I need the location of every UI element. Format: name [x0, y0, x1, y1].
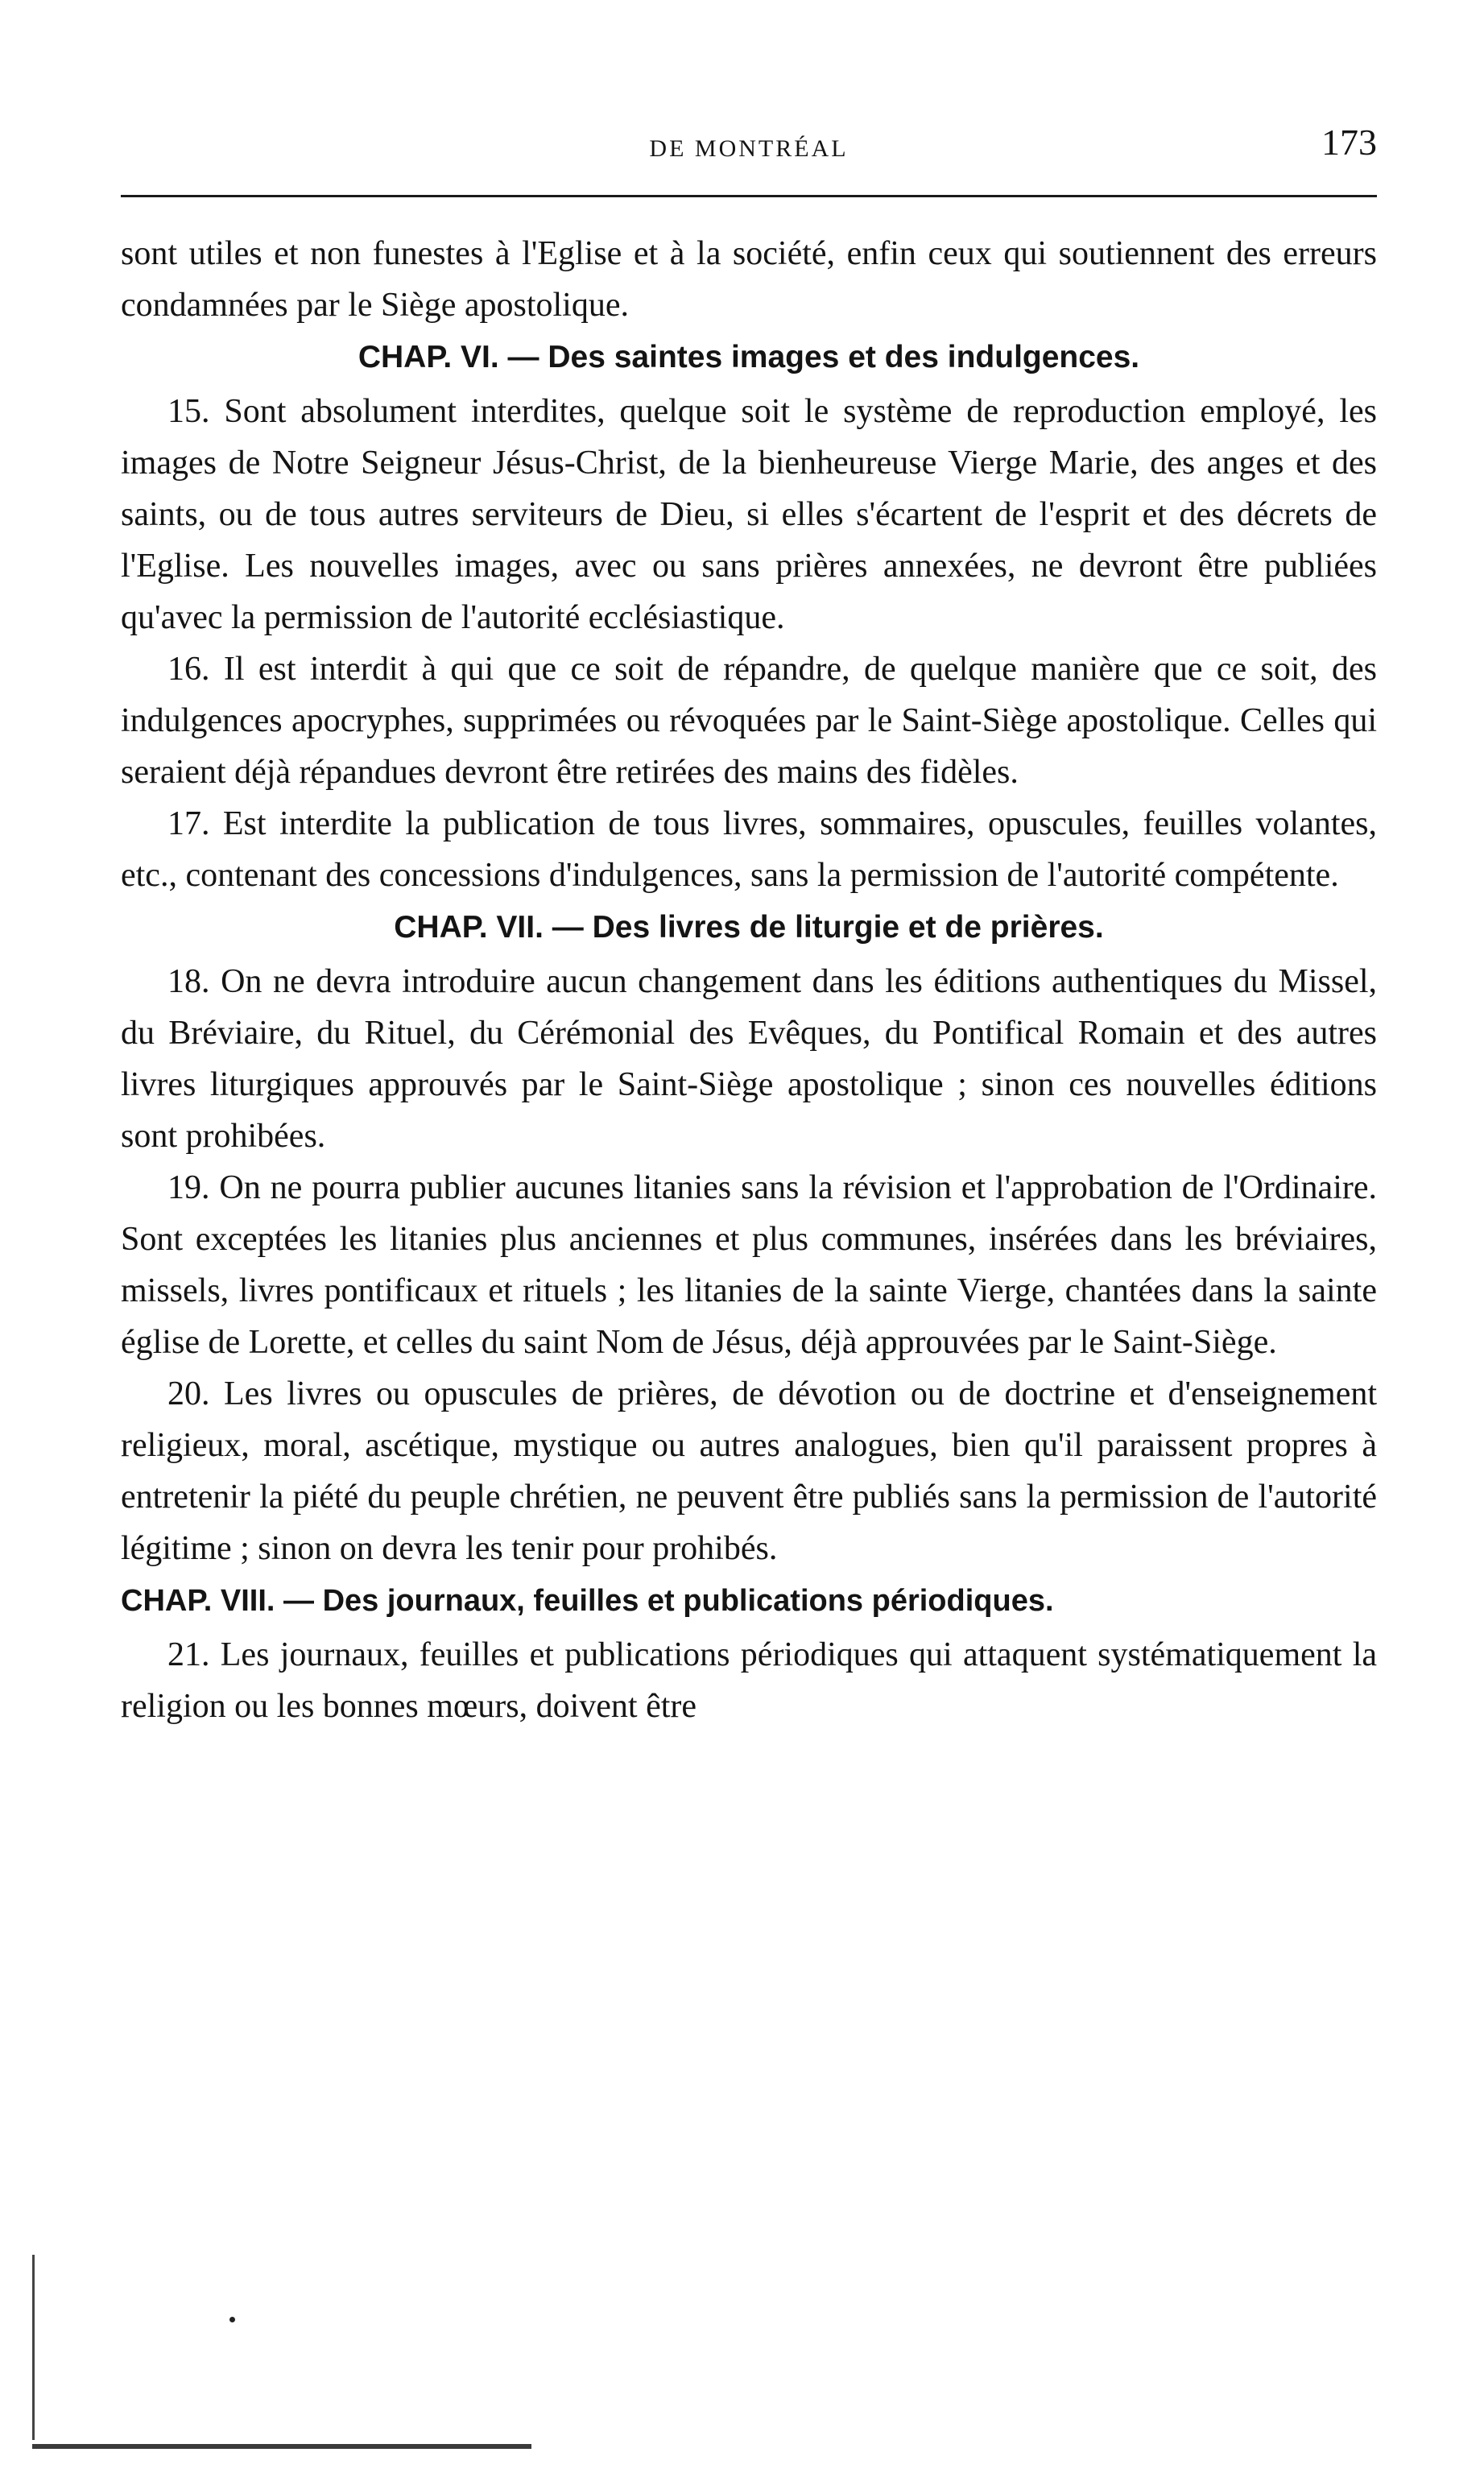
article-number: 21.: [167, 1636, 210, 1673]
article-number: 15.: [167, 393, 210, 430]
scan-bottom-mark: [32, 2444, 531, 2449]
running-title: DE MONTRÉAL: [649, 135, 849, 162]
article-18: [121, 956, 1377, 1162]
article-20: [121, 1368, 1377, 1574]
body-text: [121, 228, 1377, 1732]
article-text: Sont absolument interdites, quelque soit le système de reproduction employé, les images de Notre Seigneur Jésus-Christ, de la bienheureuse Vierge Marie, des anges et des saints, ou de tous autres serviteurs de Dieu, si elles s'écartent de l'esprit et des décrets de l'Eglise. Les nouvelles images, avec ou sans prières annexées, ne devront être publiées qu'avec la permission de l'autorité ecclésiastique.: [121, 393, 1377, 636]
article-21: [121, 1629, 1377, 1732]
article-number: 19.: [167, 1169, 210, 1206]
article-number: 17.: [167, 805, 210, 842]
article-text: On ne devra introduire aucun changement dans les éditions authentiques du Missel, du Bréviaire, du Rituel, du Cérémonial des Evêques, du Pontifical Romain et des autres livres liturgiques approuvés par le Saint-Siège apostolique ; sinon ces nouvelles éditions sont prohibées.: [121, 963, 1378, 1155]
running-head: [121, 121, 1377, 185]
article-text: Il est interdit à qui que ce soit de répandre, de quelque manière que ce soit, des indulgences apocryphes, supprimées ou révoquées par le Saint-Siège apostolique. Celles qui seraient déjà répandues devront être retirées des mains des fidèles.: [121, 651, 1377, 791]
print-speck: [229, 2317, 235, 2322]
article-number: 20.: [167, 1375, 210, 1412]
article-16: [121, 643, 1377, 798]
article-17: [121, 798, 1377, 901]
chapter-heading-vii: CHAP. VII. — Des livres de liturgie et de prières.: [394, 910, 1104, 945]
article-number: 16.: [167, 651, 210, 688]
chapter-heading-viii: CHAP. VIII. — Des journaux, feuilles et publications périodiques.: [121, 1584, 1054, 1618]
scan-edge-mark: [32, 2255, 35, 2440]
article-15: [121, 386, 1377, 643]
article-text: Est interdite la publication de tous livres, sommaires, opuscules, feuilles volantes, etc., contenant des concessions d'indulgences, sans la permission de l'autorité compétente.: [121, 805, 1377, 894]
article-text: Les journaux, feuilles et publications périodiques qui attaquent systématiquement la religion ou les bonnes mœurs, doivent être: [121, 1636, 1378, 1725]
article-number: 18.: [167, 963, 210, 1000]
article-text: On ne pourra publier aucunes litanies sans la révision et l'approbation de l'Ordinaire. Sont exceptées les litanies plus anciennes et plus communes, insérées dans les bréviaires, missels, livres pontificaux et rituels ; les litanies de la sainte Vierge, chantées dans la sainte église de Lorette, et celles du saint Nom de Jésus, déjà approuvées par le Saint-Siège.: [121, 1169, 1377, 1361]
chapter-heading-vi: CHAP. VI. — Des saintes images et des indulgences.: [358, 340, 1140, 374]
paragraph-intro: sont utiles et non funestes à l'Eglise et à la société, enfin ceux qui soutiennent des erreurs condamnées par le Siège apostolique.: [121, 235, 1377, 324]
article-19: [121, 1162, 1377, 1368]
article-text: Les livres ou opuscules de prières, de dévotion ou de doctrine et d'enseignement religieux, moral, ascétique, mystique ou autres analogues, bien qu'il paraissent propres à entretenir la piété du peuple chrétien, ne peuvent être publiés sans la permission de l'autorité légitime ; sinon on devra les tenir pour prohibés.: [121, 1375, 1378, 1567]
page-number: 173: [1321, 122, 1377, 163]
header-rule: [121, 195, 1377, 197]
